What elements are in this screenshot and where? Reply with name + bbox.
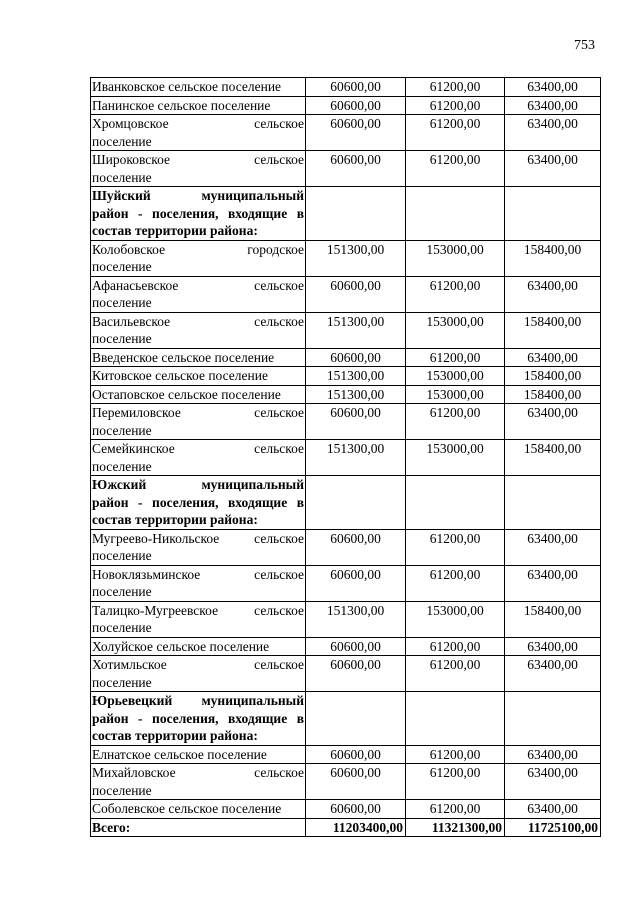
name-line: Перемиловское сельское — [92, 405, 304, 420]
name-line: Китовское сельское поселение — [92, 368, 268, 383]
name-line: Колобовское городское — [92, 241, 304, 257]
amount-cell-2: 61200,00 — [406, 656, 505, 692]
name-line: Мугреево-Никольское сельское — [92, 530, 304, 546]
amount-cell-2: 61200,00 — [406, 115, 505, 151]
name-line: Шуйский муниципальный — [92, 188, 304, 203]
name-line: поселение — [92, 422, 152, 438]
settlement-name — [91, 312, 306, 348]
amount-cell-3: 158400,00 — [505, 240, 601, 276]
amount-cell-3: 63400,00 — [505, 764, 601, 800]
amount-cell-1: 60600,00 — [306, 276, 406, 312]
amount-cell-3: 63400,00 — [505, 565, 601, 601]
amount-cell-2: 153000,00 — [406, 240, 505, 276]
amount-cell-3: 11725100,00 — [505, 818, 601, 837]
name-line: Введенское сельское поселение — [92, 349, 275, 365]
name-line: поселение — [92, 133, 152, 149]
settlement-name — [91, 440, 306, 476]
amount-cell-2: 11321300,00 — [406, 818, 505, 837]
page-number: 753 — [574, 38, 595, 53]
amount-cell-3: 63400,00 — [505, 348, 601, 367]
amount-cell-3 — [505, 187, 601, 241]
amount-cell-3 — [505, 476, 601, 530]
settlement-name — [91, 565, 306, 601]
name-line: поселение — [92, 295, 152, 310]
budget-table-body — [91, 78, 601, 837]
settlement-name — [91, 476, 306, 530]
amount-cell-3: 63400,00 — [505, 656, 601, 692]
amount-cell-2: 61200,00 — [406, 151, 505, 187]
name-line: Иванковское сельское поселение — [92, 79, 282, 94]
amount-cell-3: 63400,00 — [505, 404, 601, 440]
amount-cell-2: 61200,00 — [406, 96, 505, 115]
table-row — [91, 404, 601, 440]
amount-cell-2: 153000,00 — [406, 440, 505, 476]
table-row — [91, 800, 601, 819]
name-line: Хромцовское сельское — [92, 116, 304, 131]
amount-cell-1: 11203400,00 — [306, 818, 406, 837]
total-label — [91, 818, 306, 837]
settlement-name — [91, 764, 306, 800]
amount-cell-3: 63400,00 — [505, 96, 601, 115]
amount-cell-2: 153000,00 — [406, 385, 505, 404]
name-line: район - поселения, входящие в — [92, 205, 304, 221]
name-line: Всего: — [92, 819, 131, 835]
amount-cell-3: 63400,00 — [505, 800, 601, 819]
table-row — [91, 312, 601, 348]
name-line: Новоклязьминское сельское — [92, 566, 304, 582]
amount-cell-3: 63400,00 — [505, 637, 601, 656]
amount-cell-2: 61200,00 — [406, 764, 505, 800]
settlement-name — [91, 656, 306, 692]
name-line: Южский муниципальный — [92, 477, 304, 492]
amount-cell-2 — [406, 476, 505, 530]
total-row — [91, 818, 601, 837]
amount-cell-3: 158400,00 — [505, 312, 601, 348]
name-line: поселение — [92, 458, 152, 474]
amount-cell-1: 60600,00 — [306, 78, 406, 97]
amount-cell-3: 63400,00 — [505, 151, 601, 187]
table-row — [91, 764, 601, 800]
settlement-name — [91, 348, 306, 367]
amount-cell-2: 61200,00 — [406, 637, 505, 656]
amount-cell-2: 61200,00 — [406, 348, 505, 367]
name-line: поселение — [92, 331, 152, 346]
table-row — [91, 151, 601, 187]
amount-cell-3: 158400,00 — [505, 385, 601, 404]
amount-cell-3: 63400,00 — [505, 78, 601, 97]
amount-cell-3: 158400,00 — [505, 601, 601, 637]
settlement-name — [91, 367, 306, 386]
district-header-row — [91, 692, 601, 746]
name-line: Соболевское сельское поселение — [92, 801, 282, 816]
name-line: Талицко-Мугреевское сельское — [92, 602, 304, 618]
amount-cell-2: 61200,00 — [406, 529, 505, 565]
amount-cell-2: 61200,00 — [406, 745, 505, 764]
settlement-name — [91, 692, 306, 746]
amount-cell-3: 63400,00 — [505, 745, 601, 764]
amount-cell-2: 153000,00 — [406, 601, 505, 637]
amount-cell-2: 153000,00 — [406, 312, 505, 348]
table-row — [91, 565, 601, 601]
amount-cell-1: 60600,00 — [306, 348, 406, 367]
amount-cell-1: 151300,00 — [306, 312, 406, 348]
amount-cell-3 — [505, 692, 601, 746]
name-line: поселение — [92, 259, 152, 274]
amount-cell-1: 60600,00 — [306, 565, 406, 601]
amount-cell-1: 151300,00 — [306, 367, 406, 386]
district-header-row — [91, 187, 601, 241]
table-row — [91, 385, 601, 404]
name-line: поселение — [92, 674, 152, 690]
settlement-name — [91, 96, 306, 115]
amount-cell-1: 151300,00 — [306, 601, 406, 637]
name-line: Юрьевецкий муниципальный — [92, 693, 304, 708]
district-header-row — [91, 476, 601, 530]
settlement-name — [91, 385, 306, 404]
name-line: Семейкинское сельское — [92, 441, 304, 456]
amount-cell-3: 63400,00 — [505, 115, 601, 151]
table-row — [91, 96, 601, 115]
table-row — [91, 367, 601, 386]
settlement-name — [91, 240, 306, 276]
settlement-name — [91, 151, 306, 187]
amount-cell-2: 61200,00 — [406, 800, 505, 819]
settlement-name — [91, 800, 306, 819]
table-row — [91, 745, 601, 764]
amount-cell-1: 60600,00 — [306, 151, 406, 187]
settlement-name — [91, 115, 306, 151]
settlement-name — [91, 529, 306, 565]
name-line: Панинское сельское поселение — [92, 97, 271, 113]
name-line: состав территории района: — [92, 512, 258, 527]
amount-cell-1: 60600,00 — [306, 115, 406, 151]
amount-cell-1: 60600,00 — [306, 96, 406, 115]
table-row — [91, 601, 601, 637]
name-line: Васильевское сельское — [92, 313, 304, 329]
settlement-name — [91, 276, 306, 312]
amount-cell-2 — [406, 692, 505, 746]
amount-cell-3: 158400,00 — [505, 367, 601, 386]
amount-cell-1: 60600,00 — [306, 745, 406, 764]
name-line: Остаповское сельское поселение — [92, 386, 281, 402]
amount-cell-2: 153000,00 — [406, 367, 505, 386]
name-line: Афанасьевское сельское — [92, 277, 304, 293]
name-line: Холуйское сельское поселение — [92, 638, 270, 654]
amount-cell-2: 61200,00 — [406, 276, 505, 312]
name-line: поселение — [92, 584, 152, 599]
settlement-name — [91, 404, 306, 440]
amount-cell-3: 158400,00 — [505, 440, 601, 476]
settlement-name — [91, 637, 306, 656]
table-row — [91, 240, 601, 276]
amount-cell-1: 151300,00 — [306, 385, 406, 404]
amount-cell-1 — [306, 187, 406, 241]
table-row — [91, 656, 601, 692]
table-row — [91, 115, 601, 151]
table-row — [91, 276, 601, 312]
amount-cell-2: 61200,00 — [406, 78, 505, 97]
settlement-name — [91, 601, 306, 637]
budget-table — [90, 77, 601, 837]
name-line: состав территории района: — [92, 223, 258, 238]
name-line: Хотимльское сельское — [92, 657, 304, 672]
amount-cell-2: 61200,00 — [406, 565, 505, 601]
table-row — [91, 529, 601, 565]
name-line: район - поселения, входящие в — [92, 494, 304, 510]
name-line: Елнатское сельское поселение — [92, 746, 267, 762]
settlement-name — [91, 187, 306, 241]
table-row — [91, 348, 601, 367]
amount-cell-1: 151300,00 — [306, 240, 406, 276]
name-line: Широковское сельское — [92, 152, 304, 167]
name-line: поселение — [92, 782, 152, 798]
amount-cell-1: 60600,00 — [306, 529, 406, 565]
amount-cell-1: 60600,00 — [306, 656, 406, 692]
amount-cell-1: 60600,00 — [306, 800, 406, 819]
amount-cell-1: 151300,00 — [306, 440, 406, 476]
amount-cell-1 — [306, 692, 406, 746]
settlement-name — [91, 745, 306, 764]
amount-cell-1: 60600,00 — [306, 404, 406, 440]
amount-cell-3: 63400,00 — [505, 529, 601, 565]
amount-cell-1: 60600,00 — [306, 764, 406, 800]
amount-cell-1: 60600,00 — [306, 637, 406, 656]
settlement-name — [91, 78, 306, 97]
name-line: поселение — [92, 620, 152, 635]
amount-cell-2: 61200,00 — [406, 404, 505, 440]
table-row — [91, 440, 601, 476]
name-line: состав территории района: — [92, 728, 258, 743]
table-row — [91, 78, 601, 97]
name-line: район - поселения, входящие в — [92, 710, 304, 726]
name-line: Михайловское сельское — [92, 765, 304, 780]
amount-cell-2 — [406, 187, 505, 241]
name-line: поселение — [92, 548, 152, 563]
name-line: поселение — [92, 169, 152, 185]
amount-cell-1 — [306, 476, 406, 530]
table-row — [91, 637, 601, 656]
amount-cell-3: 63400,00 — [505, 276, 601, 312]
